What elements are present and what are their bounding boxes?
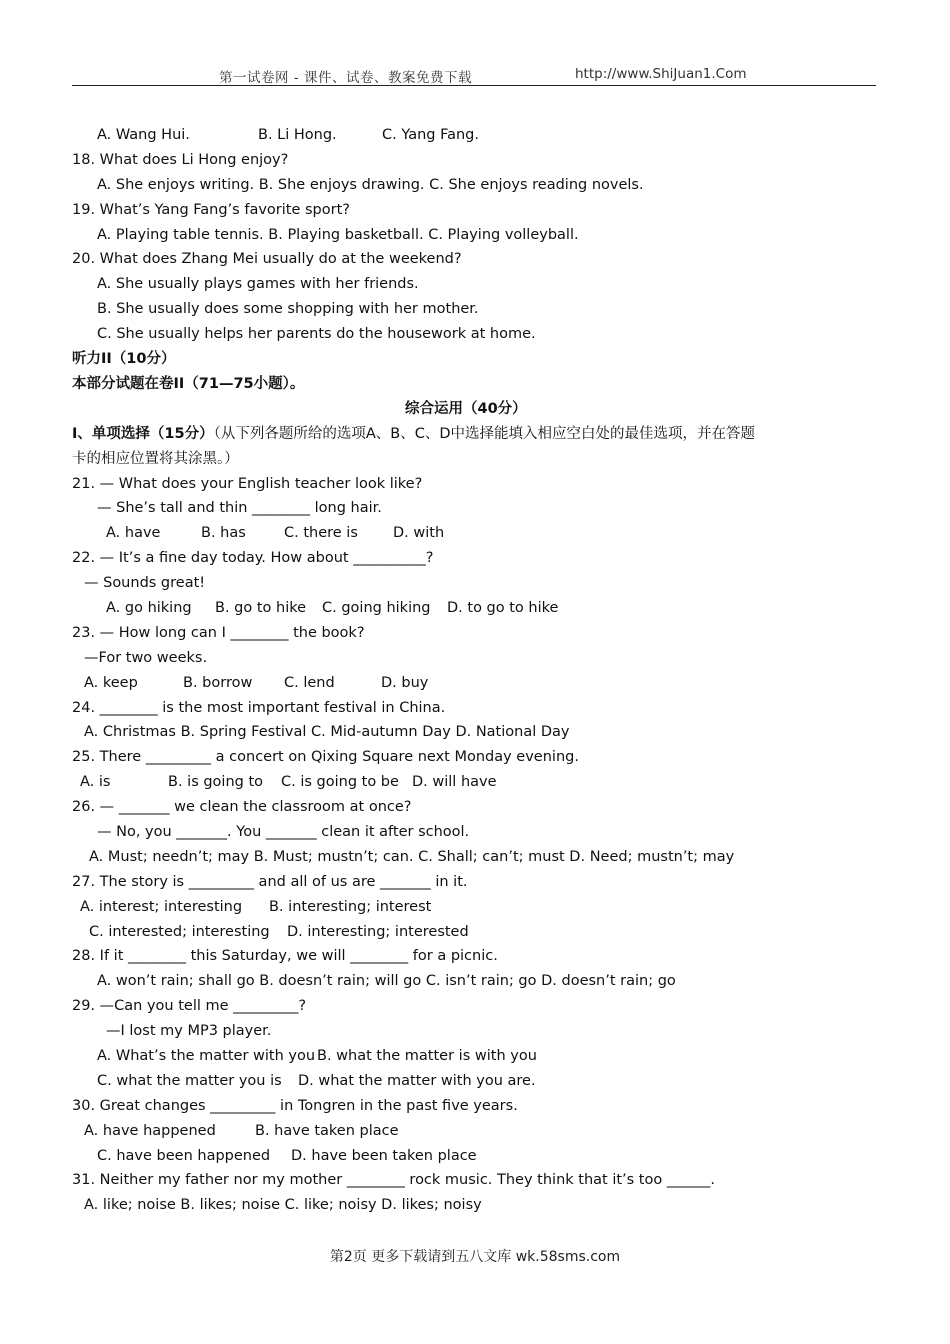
q21-response: — She’s tall and thin ________ long hair.	[97, 500, 382, 516]
q17-option-a: A. Wang Hui.	[97, 127, 190, 143]
q20-option-c: C. She usually helps her parents do the housework at home.	[97, 326, 536, 342]
q21-option-d: D. with	[393, 525, 445, 541]
q23-option-c: C. lend	[284, 675, 335, 691]
q26-question: 26. — _______ we clean the classroom at once?	[72, 799, 412, 815]
q23-response: —For two weeks.	[84, 650, 208, 666]
listening-part2-note: 本部分试题在卷II（71—75小题）。	[72, 376, 305, 392]
q19-question: 19. What’s Yang Fang’s favorite sport?	[72, 202, 350, 218]
q20-option-a: A. She usually plays games with her friends.	[97, 276, 419, 292]
q25-option-b: B. is going to	[168, 774, 264, 790]
part1-heading: I、单项选择（15分）	[72, 426, 214, 442]
q25-option-c: C. is going to be	[281, 774, 399, 790]
q17-option-c: C. Yang Fang.	[382, 127, 479, 143]
part1-instructions	[72, 424, 755, 444]
q29-option-a: A. What’s the matter with you	[97, 1048, 316, 1064]
q27-option-d: D. interesting; interested	[287, 924, 469, 940]
q27-option-c: C. interested; interesting	[89, 924, 270, 940]
q22-option-c: C. going hiking	[322, 600, 431, 616]
q28-question: 28. If it ________ this Saturday, we will ________ for a picnic.	[72, 948, 498, 964]
q22-option-d: D. to go to hike	[447, 600, 559, 616]
q22-option-b: B. go to hike	[215, 600, 307, 616]
q29-response: —I lost my MP3 player.	[106, 1023, 272, 1039]
q28-options: A. won’t rain; shall go B. doesn’t rain; will go C. isn’t rain; go D. doesn’t rain; go	[97, 973, 676, 989]
q27-option-b: B. interesting; interest	[269, 899, 432, 915]
q26-options: A. Must; needn’t; may B. Must; mustn’t; can. C. Shall; can’t; must D. Need; mustn’t; may	[89, 849, 735, 865]
q17-option-b: B. Li Hong.	[258, 127, 337, 143]
q23-option-b: B. borrow	[183, 675, 253, 691]
q21-option-a: A. have	[106, 525, 161, 541]
q29-option-c: C. what the matter you is	[97, 1073, 282, 1089]
q21-option-b: B. has	[201, 525, 246, 541]
q27-question: 27. The story is _________ and all of us are _______ in it.	[72, 874, 468, 890]
q25-option-a: A. is	[80, 774, 111, 790]
q20-question: 20. What does Zhang Mei usually do at the weekend?	[72, 251, 462, 267]
header-divider	[72, 85, 876, 86]
q30-option-b: B. have taken place	[255, 1123, 399, 1139]
part1-instruction-cont: 卡的相应位置将其涂黑。）	[72, 451, 239, 467]
q25-option-d: D. will have	[412, 774, 497, 790]
q30-option-a: A. have happened	[84, 1123, 216, 1139]
q27-option-a: A. interest; interesting	[80, 899, 243, 915]
q30-question: 30. Great changes _________ in Tongren in the past five years.	[72, 1098, 518, 1114]
q29-option-d: D. what the matter with you are.	[298, 1073, 536, 1089]
q29-question: 29. —Can you tell me _________?	[72, 998, 307, 1014]
listening-part2-heading: 听力II（10分）	[72, 351, 176, 367]
q21-option-c: C. there is	[284, 525, 358, 541]
header-site-name: 第一试卷网 - 课件、试卷、教案免费下载	[219, 70, 472, 86]
q26-response: — No, you _______. You _______ clean it after school.	[97, 824, 470, 840]
q23-option-d: D. buy	[381, 675, 429, 691]
q22-option-a: A. go hiking	[106, 600, 192, 616]
q24-options: A. Christmas B. Spring Festival C. Mid-autumn Day D. National Day	[84, 724, 570, 740]
q22-response: — Sounds great!	[84, 575, 206, 591]
q23-option-a: A. keep	[84, 675, 138, 691]
q19-options: A. Playing table tennis. B. Playing basketball. C. Playing volleyball.	[97, 227, 579, 243]
q18-question: 18. What does Li Hong enjoy?	[72, 152, 289, 168]
q24-question: 24. ________ is the most important festival in China.	[72, 700, 446, 716]
part1-instruction-text: （从下列各题所给的选项A、B、C、D中选择能填入相应空白处的最佳选项，并在答题	[213, 426, 755, 442]
q31-question: 31. Neither my father nor my mother ________ rock music. They think that it’s too ______.	[72, 1172, 715, 1188]
q30-option-d: D. have been taken place	[291, 1148, 477, 1164]
q29-option-b: B. what the matter is with you	[317, 1048, 537, 1064]
q31-options: A. like; noise B. likes; noise C. like; noisy D. likes; noisy	[84, 1197, 482, 1213]
q21-question: 21. — What does your English teacher look like?	[72, 476, 423, 492]
q30-option-c: C. have been happened	[97, 1148, 271, 1164]
q23-question: 23. — How long can I ________ the book?	[72, 625, 365, 641]
header-url[interactable]: http://www.ShiJuan1.Com	[575, 66, 747, 82]
section-title: 综合运用（40分）	[405, 401, 527, 417]
page-footer: 第2页 更多下载请到五八文库 wk.58sms.com	[329, 1249, 621, 1265]
page-header	[72, 66, 876, 86]
q20-option-b: B. She usually does some shopping with her mother.	[97, 301, 479, 317]
q25-question: 25. There _________ a concert on Qixing Square next Monday evening.	[72, 749, 579, 765]
q22-question: 22. — It’s a fine day today. How about __________?	[72, 550, 434, 566]
q18-options: A. She enjoys writing. B. She enjoys drawing. C. She enjoys reading novels.	[97, 177, 644, 193]
